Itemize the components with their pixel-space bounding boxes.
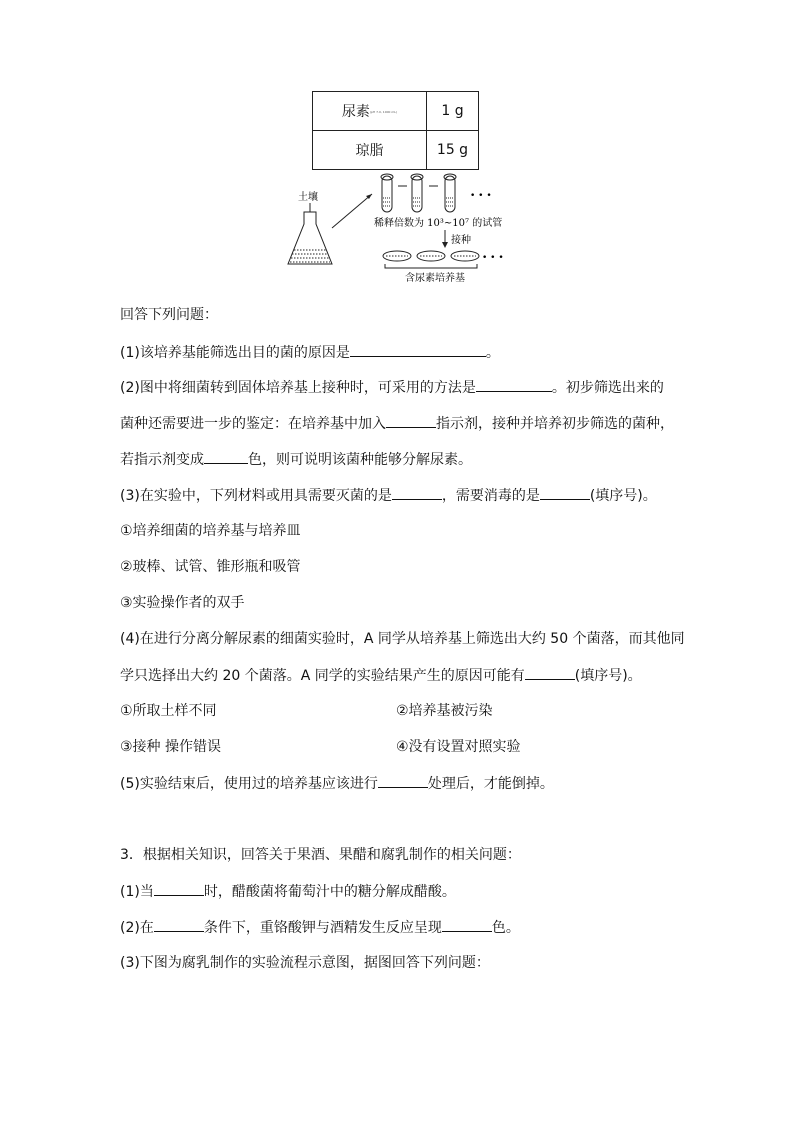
petri-dish-icon [383, 251, 411, 261]
continuation-dots: • • • [470, 191, 492, 201]
option-item: ④没有设置对照实验 [396, 739, 521, 755]
question-2-2-line3: 若指示剂变成 色，则可说明该菌种能够分解尿素。 [120, 449, 472, 470]
question-3-2: (2)在 条件下，重铬酸钾与酒精发生反应呈现 色。 [120, 917, 520, 938]
option-item: ③接种 操作错误 [120, 739, 222, 755]
question-2-2-line2: 菌种还需要进一步的鉴定：在培养基中加入 指示剂，接种并培养初步筛选的菌种， [120, 413, 674, 434]
soil-label: 土壤 [298, 192, 318, 203]
transfer-arrow [332, 194, 372, 228]
continuation-dots: • • • [482, 253, 504, 263]
question-2-2-line1: (2)图中将细菌转到固体培养基上接种时，可采用的方法是 。初步筛选出来的 [120, 377, 664, 398]
answer-blank[interactable] [204, 449, 248, 464]
dilution-label: 稀释倍数为 10³~10⁷ 的试管 [374, 218, 503, 229]
medium-label: 含尿素培养基 [405, 273, 465, 284]
answer-blank[interactable] [154, 881, 204, 896]
question-3-title: 3．根据相关知识，回答关于果酒、果醋和腐乳制作的相关问题： [120, 847, 521, 863]
option-item: ③实验操作者的双手 [120, 595, 245, 611]
test-tube-icon [444, 174, 456, 212]
answer-blank[interactable] [154, 917, 204, 932]
medium-recipe-table [312, 91, 479, 170]
table-cell-quantity: 1 g [427, 92, 479, 131]
test-tube-icon [411, 174, 423, 212]
question-2-3: (3)在实验中，下列材料或用具需要灭菌的是 ，需要消毒的是 (填序号)。 [120, 485, 657, 506]
answer-blank[interactable] [476, 377, 552, 392]
conical-flask-icon [288, 212, 332, 264]
answer-blank[interactable] [378, 773, 428, 788]
option-item: ②玻棒、试管、锥形瓶和吸管 [120, 559, 301, 575]
question-3-3: (3)下图为腐乳制作的实验流程示意图，据图回答下列问题： [120, 955, 490, 971]
answer-blank[interactable] [442, 917, 492, 932]
option-item: ②培养基被污染 [396, 703, 493, 719]
question-2-5: (5)实验结束后，使用过的培养基应该进行 处理后，才能倒掉。 [120, 773, 554, 794]
answer-blank[interactable] [540, 485, 590, 500]
question-2-4-line2: 学只选择出大约 20 个菌落。A 同学的实验结果产生的原因可能有 (填序号)。 [120, 665, 642, 686]
table-row [313, 131, 479, 170]
question-2-4-line1: (4)在进行分离分解尿素的细菌实验时，A 同学从培养基上筛选出大约 50 个菌落，而其他同 [120, 631, 685, 647]
answer-blank[interactable] [350, 342, 486, 357]
answer-blank[interactable] [525, 665, 575, 680]
petri-dish-icon [417, 251, 445, 261]
answer-blank[interactable] [386, 413, 436, 428]
answer-prompt: 回答下列问题： [120, 307, 218, 323]
question-3-1: (1)当 时，醋酸菌将葡萄汁中的糖分解成醋酸。 [120, 881, 456, 902]
petri-dish-icon [451, 251, 479, 261]
isolation-procedure-diagram [280, 168, 520, 286]
answer-blank[interactable] [392, 485, 442, 500]
table-cell-quantity: 15 g [427, 131, 479, 170]
table-cell-footnote: (pH 7.0, 1000 mL) [369, 110, 398, 114]
table-cell-ingredient: 尿素(pH 7.0, 1000 mL) [313, 92, 427, 131]
inoculate-label: 接种 [451, 235, 471, 246]
table-row [313, 92, 479, 131]
option-item: ①培养细菌的培养基与培养皿 [120, 523, 301, 539]
question-2-1: (1)该培养基能筛选出目的菌的原因是 。 [120, 342, 500, 363]
test-tube-icon [381, 174, 393, 212]
table-cell-ingredient: 琼脂 [313, 131, 427, 170]
option-item: ①所取土样不同 [120, 703, 217, 719]
